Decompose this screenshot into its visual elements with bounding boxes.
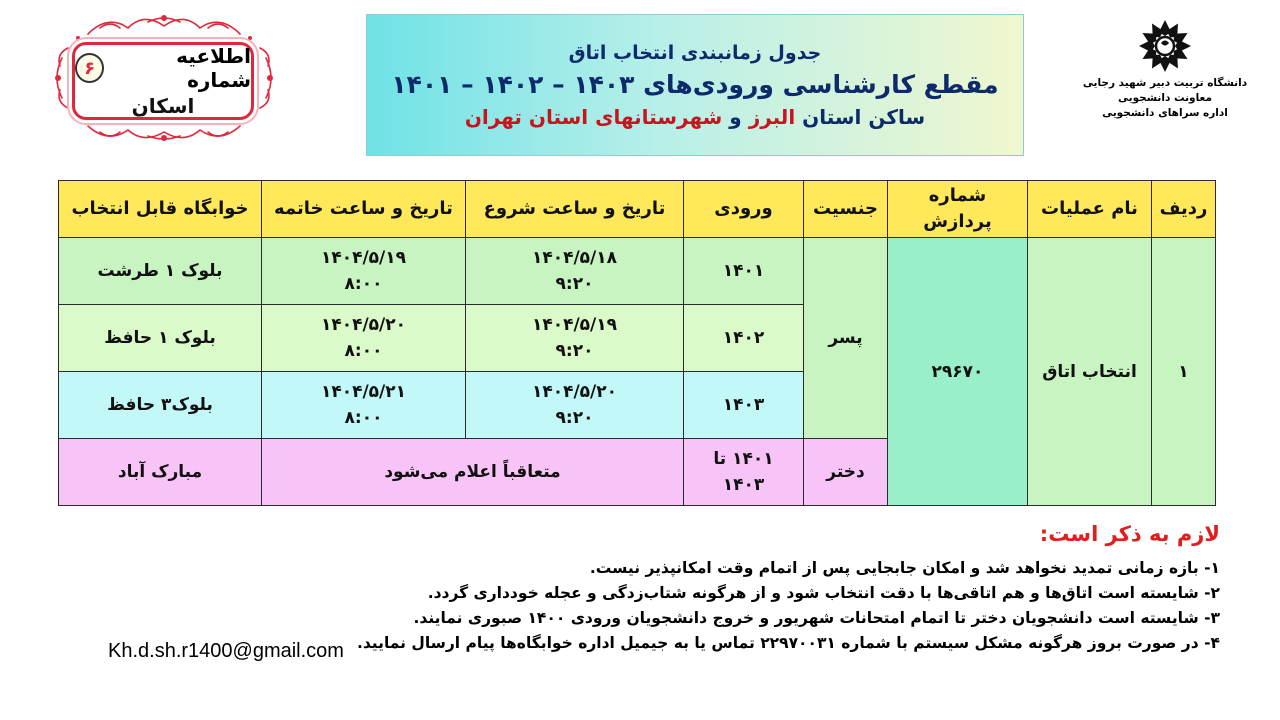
header-operation: نام عملیات [1028, 181, 1152, 238]
end-time: ۸:۰۰ [344, 341, 383, 361]
start-time: ۹:۲۰ [555, 274, 594, 294]
dorm-cell-female: مبارک آباد [59, 439, 262, 506]
end-date: ۱۴۰۴/۵/۱۹ [320, 248, 407, 268]
logo-department: اداره سراهای دانشجویی [1102, 107, 1228, 119]
notes-title: لازم به ذکر است: [1039, 522, 1220, 546]
entry-cell: ۱۴۰۱ [684, 238, 804, 305]
entry-cell-female [684, 439, 804, 506]
logo-university-name: دانشگاه تربیت دبیر شهید رجایی [1082, 77, 1248, 89]
gender-female-cell: دختر [804, 439, 888, 506]
start-time: ۹:۲۰ [555, 408, 594, 428]
entry-cell: ۱۴۰۳ [684, 372, 804, 439]
female-schedule-cell: متعاقباً اعلام می‌شود [262, 439, 684, 506]
announcement-badge [48, 8, 280, 146]
note-item: ۱- بازه زمانی تمدید نخواهد شد و امکان جابجایی پس از اتمام وقت امکانپذیر نیست. [589, 559, 1220, 577]
end-time: ۸:۰۰ [344, 274, 383, 294]
start-cell [466, 372, 684, 439]
start-date: ۱۴۰۴/۵/۱۹ [531, 315, 618, 335]
end-cell [262, 372, 466, 439]
operation-cell: انتخاب اتاق [1028, 238, 1152, 506]
banner-location-prefix: ساکن استان [795, 104, 926, 129]
entry-cell: ۱۴۰۲ [684, 305, 804, 372]
announcement-number: ۶ [75, 53, 104, 83]
notes-section [320, 522, 1220, 656]
banner-location-and: و [722, 104, 749, 129]
banner-title: جدول زمانبندی انتخاب اتاق [568, 41, 822, 64]
dorm-cell: بلوک ۱ طرشت [59, 238, 262, 305]
announcement-subject: اسکان [131, 94, 195, 118]
entry-female-line2: ۱۴۰۳ [722, 475, 765, 495]
header-dorm: خوابگاه قابل انتخاب [59, 181, 262, 238]
header-gender: جنسیت [804, 181, 888, 238]
dorm-cell: بلوک ۱ حافظ [59, 305, 262, 372]
start-time: ۹:۲۰ [555, 341, 594, 361]
banner-location [465, 105, 925, 129]
end-date: ۱۴۰۴/۵/۲۱ [320, 382, 407, 402]
end-cell [262, 238, 466, 305]
header-end: تاریخ و ساعت خاتمه [262, 181, 466, 238]
announcement-box [72, 42, 254, 120]
gender-male-cell: پسر [804, 238, 888, 439]
title-banner [366, 14, 1024, 156]
start-date: ۱۴۰۴/۵/۲۰ [531, 382, 618, 402]
processing-number-cell: ۲۹۶۷۰ [888, 238, 1028, 506]
entry-female-line1: ۱۴۰۱ تا [713, 449, 774, 469]
banner-subtitle: مقطع کارشناسی ورودی‌های ۱۴۰۳ – ۱۴۰۲ – ۱۴۰۱ [391, 69, 999, 99]
end-cell [262, 305, 466, 372]
note-item: ۴- در صورت بروز هرگونه مشکل سیستم با شماره ۲۲۹۷۰۰۳۱ تماس یا به جیمیل اداره خوابگاه‌ها پیام ارسال نمایید. [356, 634, 1220, 652]
end-date: ۱۴۰۴/۵/۲۰ [320, 315, 407, 335]
table-header-row [59, 181, 1216, 238]
contact-email: Kh.d.sh.r1400@gmail.com [108, 640, 344, 662]
logo-deputy: معاونت دانشجویی [1118, 92, 1212, 104]
schedule-table [58, 180, 1216, 506]
start-cell [466, 305, 684, 372]
announcement-title [75, 44, 251, 92]
table-row [59, 238, 1216, 305]
end-time: ۸:۰۰ [344, 408, 383, 428]
row-number-cell: ۱ [1152, 238, 1216, 506]
banner-location-alborz: البرز [748, 104, 796, 129]
dorm-cell: بلوک۳ حافظ [59, 372, 262, 439]
start-cell [466, 238, 684, 305]
header-processing-number: شماره پردازش [888, 181, 1028, 238]
header-start: تاریخ و ساعت شروع [466, 181, 684, 238]
university-logo [1080, 18, 1250, 121]
university-emblem-icon [1137, 18, 1193, 74]
header-entry: ورودی [684, 181, 804, 238]
start-date: ۱۴۰۴/۵/۱۸ [531, 248, 618, 268]
note-item: ۳- شایسته است دانشجویان دختر تا اتمام امتحانات شهریور و خروج دانشجویان ورودی ۱۴۰۰ صبوری نمایند. [413, 609, 1220, 627]
note-item: ۲- شایسته است اتاق‌ها و هم اتاقی‌ها با دقت انتخاب شود و از هرگونه شتاب‌زدگی و عجله خودداری گردد. [427, 584, 1220, 602]
announcement-title-text: اطلاعیه شماره [176, 44, 251, 92]
header-row-number: ردیف [1152, 181, 1216, 238]
banner-location-tehran: شهرستانهای استان تهران [464, 104, 723, 129]
